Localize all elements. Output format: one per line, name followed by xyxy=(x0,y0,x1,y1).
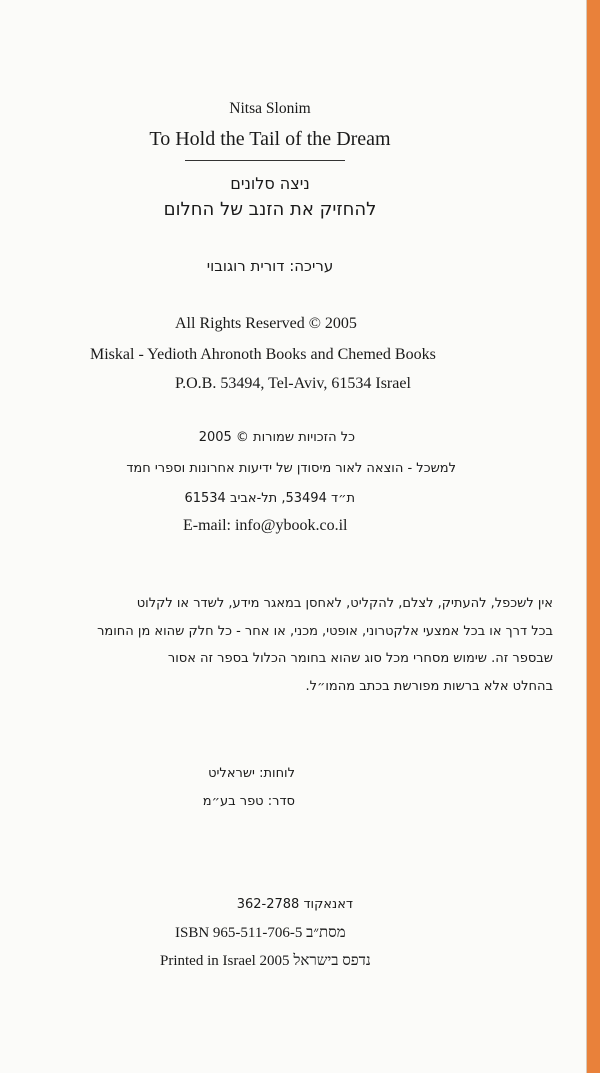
plates-credit: לוחות: ישראליט xyxy=(208,766,295,781)
typesetting-credit: סדר: טפר בע״מ xyxy=(202,794,295,809)
address-he: ת״ד 53494, תל-אביב 61534 xyxy=(184,491,355,506)
publisher-en: Miskal - Yedioth Ahronoth Books and Chemed Books xyxy=(90,346,436,363)
publisher-he: למשכל - הוצאה לאור מיסודן של ידיעות אחרונות וספרי חמד xyxy=(126,461,456,476)
author-name-en: Nitsa Slonim xyxy=(229,100,311,117)
printed-in-israel: Printed in Israel 2005 נדפס בישראל xyxy=(160,953,371,969)
book-title-en: To Hold the Tail of the Dream xyxy=(149,128,391,150)
rights-reserved-en: All Rights Reserved © 2005 xyxy=(175,315,357,332)
editor-credit-he: עריכה: דורית רוגובוי xyxy=(206,257,334,275)
legal-notice-line-2: בכל דרך או בכל אמצעי אלקטרוני, אופטי, מכני, או אחר - כל חלק שהוא מן החומר xyxy=(97,624,553,639)
danacode: דאנאקוד 362-2788 xyxy=(236,897,353,912)
author-name-he: ניצה סלונים xyxy=(230,174,310,193)
rights-reserved-he: כל הזכויות שמורות © 2005 xyxy=(198,430,355,445)
address-en: P.O.B. 53494, Tel-Aviv, 61534 Israel xyxy=(175,375,411,392)
legal-notice-line-4: בהחלט אלא ברשות מפורשת בכתב מהמו״ל. xyxy=(305,679,553,694)
email-contact: E-mail: info@ybook.co.il xyxy=(183,517,348,534)
legal-notice-line-1: אין לשכפל, להעתיק, לצלם, להקליט, לאחסן במאגר מידע, לשדר או לקלוט xyxy=(136,596,553,611)
book-title-he: להחזיק את הזנב של החלום xyxy=(163,199,377,220)
legal-notice-line-3: שבספר זה. שימוש מסחרי מכל סוג שהוא בחומר הכלול בספר זה אסור xyxy=(167,651,553,666)
isbn-line: ISBN 965-511-706-5 מסת״ב xyxy=(175,925,346,941)
title-divider xyxy=(185,160,345,161)
